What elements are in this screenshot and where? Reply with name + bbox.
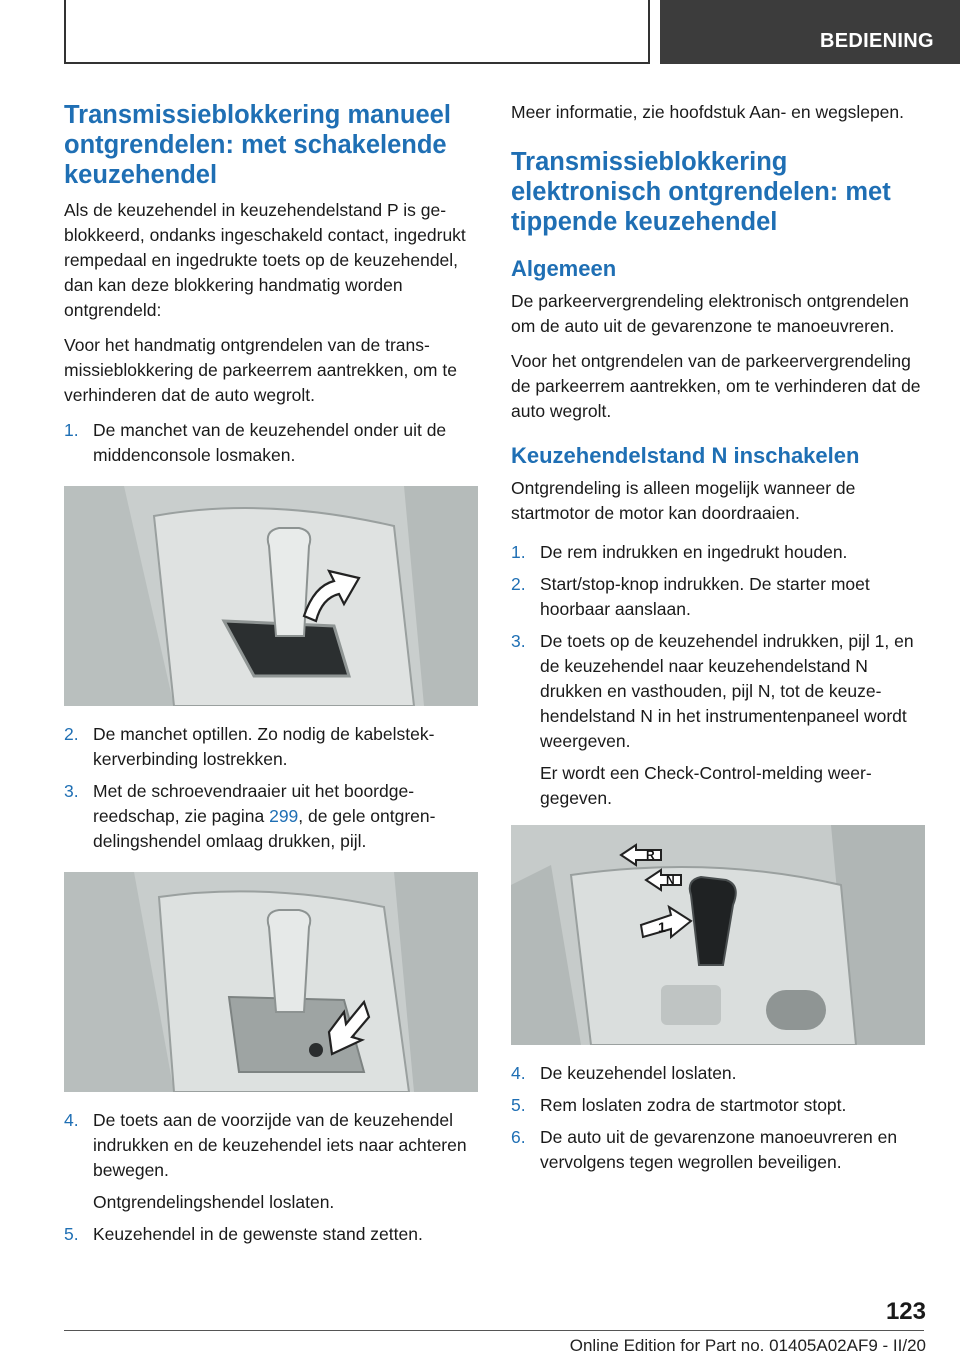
subheading-position-n: Keuzehendelstand N inschakelen (511, 443, 860, 468)
right-intro: Meer informatie, zie hoofdstuk Aan- en wegslepen. (511, 102, 904, 122)
list-item (64, 1222, 476, 1247)
step-text: De rem indrukken en ingedrukt houden. (540, 542, 848, 562)
list-item (511, 572, 923, 622)
general-paragraph-1: De parkeervergrendeling elektronisch ontgrendelen om de auto uit de gevarenzone te manoeuvreren. (511, 291, 909, 336)
list-item (64, 779, 476, 854)
step-text: De auto uit de gevarenzone manoeuvreren en vervolgens tegen wegrollen beveiligen. (540, 1127, 898, 1172)
page-number: 123 (885, 1298, 926, 1325)
list-item (511, 1093, 923, 1118)
step-number: 2. (511, 574, 526, 594)
step-text: Keuzehendel in de gewenste stand zetten. (93, 1224, 423, 1244)
list-item (511, 629, 923, 754)
step-sub-text: Er wordt een Check-Control-melding weergegeven. (540, 763, 872, 808)
figure-gear-lever-boot (64, 486, 478, 706)
list-item (511, 1061, 923, 1086)
step-number: 1. (64, 420, 79, 440)
step-text: Rem loslaten zodra de startmotor stopt. (540, 1095, 847, 1115)
figure-release-lever (64, 872, 478, 1092)
step-text-before: Met de schroevendraaier uit het boordgereedschap, zie pagina (93, 781, 415, 826)
list-item (64, 722, 476, 772)
step-number: 1. (511, 542, 526, 562)
subheading-general: Algemeen (511, 256, 617, 281)
step-text: De manchet van de keuzehendel onder uit de middenconsole losmaken. (93, 420, 447, 465)
list-item (64, 418, 476, 468)
left-paragraph-1: Als de keuzehendel in keuzehendelstand P is geblokkeerd, ondanks ingeschakeld contact, ingedrukt rempedaal en ingedrukte toets op de keuzehendel, dan kan deze blokkering handmatig worden ontgrendeld: (64, 200, 466, 320)
step-text: De toets aan de voorzijde van de keuzehendel indrukken en de keuzehendel iets naar achteren bewegen. (93, 1110, 467, 1180)
header-divider-left (64, 0, 66, 64)
step-number: 4. (511, 1063, 526, 1083)
left-column (64, 100, 476, 1254)
step-text: De keuzehendel loslaten. (540, 1063, 737, 1083)
step-number: 5. (511, 1095, 526, 1115)
left-paragraph-2: Voor het handmatig ontgrendelen van de transmissieblokkering de parkeerrem aantrekken, om te verhinderen dat de auto wegrolt. (64, 335, 457, 405)
step-number: 3. (64, 781, 79, 801)
step-number: 5. (64, 1224, 79, 1244)
figure-label-n: N (666, 873, 675, 887)
step-text: Start/stop-knop indrukken. De starter moet hoorbaar aanslaan. (540, 574, 870, 619)
step-number: 2. (64, 724, 79, 744)
figure-tip-selector-lever (511, 825, 925, 1045)
header-chapter-tab[interactable]: BEDIENING (660, 0, 960, 64)
step-sub-text: Ontgrendelingshendel loslaten. (93, 1192, 335, 1212)
step-number: 6. (511, 1127, 526, 1147)
step-text: De toets op de keuzehendel indrukken, pijl 1, en de keuzehendel naar keuzehendelstand N drukken en vasthouden, pijl N, tot de keuzehendelstand N in het instrumentenpaneel wordt weergeven. (540, 631, 914, 751)
header-underline (64, 62, 650, 64)
page-reference-link[interactable]: 299 (269, 806, 299, 826)
right-section-heading: Transmissieblokkering elektronisch ontgrendelen: met tippende keuzehendel (511, 148, 891, 236)
position-n-paragraph: Ontgrendeling is alleen mogelijk wanneer de startmotor de motor kan doordraaien. (511, 478, 856, 523)
left-section-heading: Transmissieblokkering manueel ontgrendelen: met schakelende keuzehendel (64, 101, 451, 189)
general-paragraph-2: Voor het ontgrendelen van de parkeervergrendeling de parkeerrem aantrekken, om te verhinderen dat de auto wegrolt. (511, 351, 921, 421)
footer-divider (64, 1330, 924, 1331)
list-item (64, 1108, 476, 1183)
figure-label-r: R (646, 848, 655, 862)
list-item (511, 1125, 923, 1175)
step-text-after: , de gele ontgrendelingshendel omlaag drukken, pijl. (93, 806, 436, 851)
figure-label-1: 1 (658, 919, 666, 935)
step-number: 4. (64, 1110, 79, 1130)
step-text: De manchet optillen. Zo nodig de kabelstekkerverbinding lostrekken. (93, 724, 435, 769)
list-item (511, 540, 923, 565)
step-number: 3. (511, 631, 526, 651)
right-column (511, 100, 923, 1182)
header-divider-mid (648, 0, 650, 64)
footer-edition-text: Online Edition for Part no. 01405A02AF9 - II/20 (569, 1336, 926, 1355)
